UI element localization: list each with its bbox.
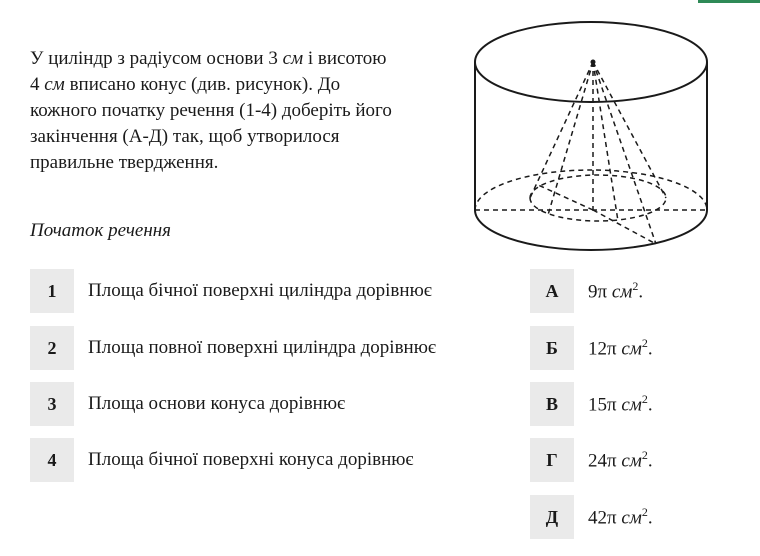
statement-number: 1 <box>30 269 74 313</box>
cone-generatrix-left-mid <box>548 62 593 215</box>
section-title: Початок речення <box>30 220 172 241</box>
statement-row <box>30 269 432 313</box>
statement-row <box>30 382 345 426</box>
cone-generatrix-right-outer <box>593 62 666 198</box>
answer-row <box>530 495 653 539</box>
corner-accent-bar <box>698 0 760 3</box>
answer-value: 9π $см^2$. <box>588 278 644 303</box>
cylinder-cone-figure <box>468 10 718 258</box>
statement-text: Площа повної поверхні циліндра дорівнює <box>88 337 437 358</box>
statement-text: Площа бічної поверхні циліндра дорівнює <box>88 280 432 301</box>
answer-letter: В <box>530 382 574 426</box>
answer-letter: Б <box>530 326 574 370</box>
answer-letter: А <box>530 269 574 313</box>
cone-generatrix-right-front <box>593 62 656 244</box>
statement-number: 2 <box>30 326 74 370</box>
cone-generatrix-left-outer <box>530 62 593 198</box>
answer-row <box>530 269 643 313</box>
answer-value: 15π $см^2$. <box>588 391 653 416</box>
cone-apex-point <box>591 60 596 65</box>
answer-letter: Г <box>530 438 574 482</box>
answer-letter: Д <box>530 495 574 539</box>
answer-row <box>530 382 653 426</box>
statement-text: Площа бічної поверхні конуса дорівнює <box>88 449 414 470</box>
cylinder-bottom-front-arc <box>475 210 707 250</box>
cone-base-back-arc <box>530 175 666 198</box>
cylinder-bottom-back-arc <box>475 170 707 210</box>
statement-text: Площа основи конуса дорівнює <box>88 393 346 414</box>
statement-row <box>30 438 414 482</box>
answer-row <box>530 438 653 482</box>
statement-number: 4 <box>30 438 74 482</box>
cone-generatrix-right-mid <box>593 62 618 221</box>
statement-number: 3 <box>30 382 74 426</box>
problem-statement: У циліндр з радіусом основи 3 см і висотою 4 см вписано конус (див. рисунок). До кожного початку речення (1-4) доберіть його закінчення (А-Д) так, щоб утворилося правильне твердження. <box>30 48 392 173</box>
answer-value: 12π $см^2$. <box>588 335 653 360</box>
base-radius-back <box>536 184 593 210</box>
statement-row <box>30 326 436 370</box>
answer-row <box>530 326 653 370</box>
answer-value: 24π $см^2$. <box>588 447 653 472</box>
answer-value: 42π $см^2$. <box>588 504 653 529</box>
